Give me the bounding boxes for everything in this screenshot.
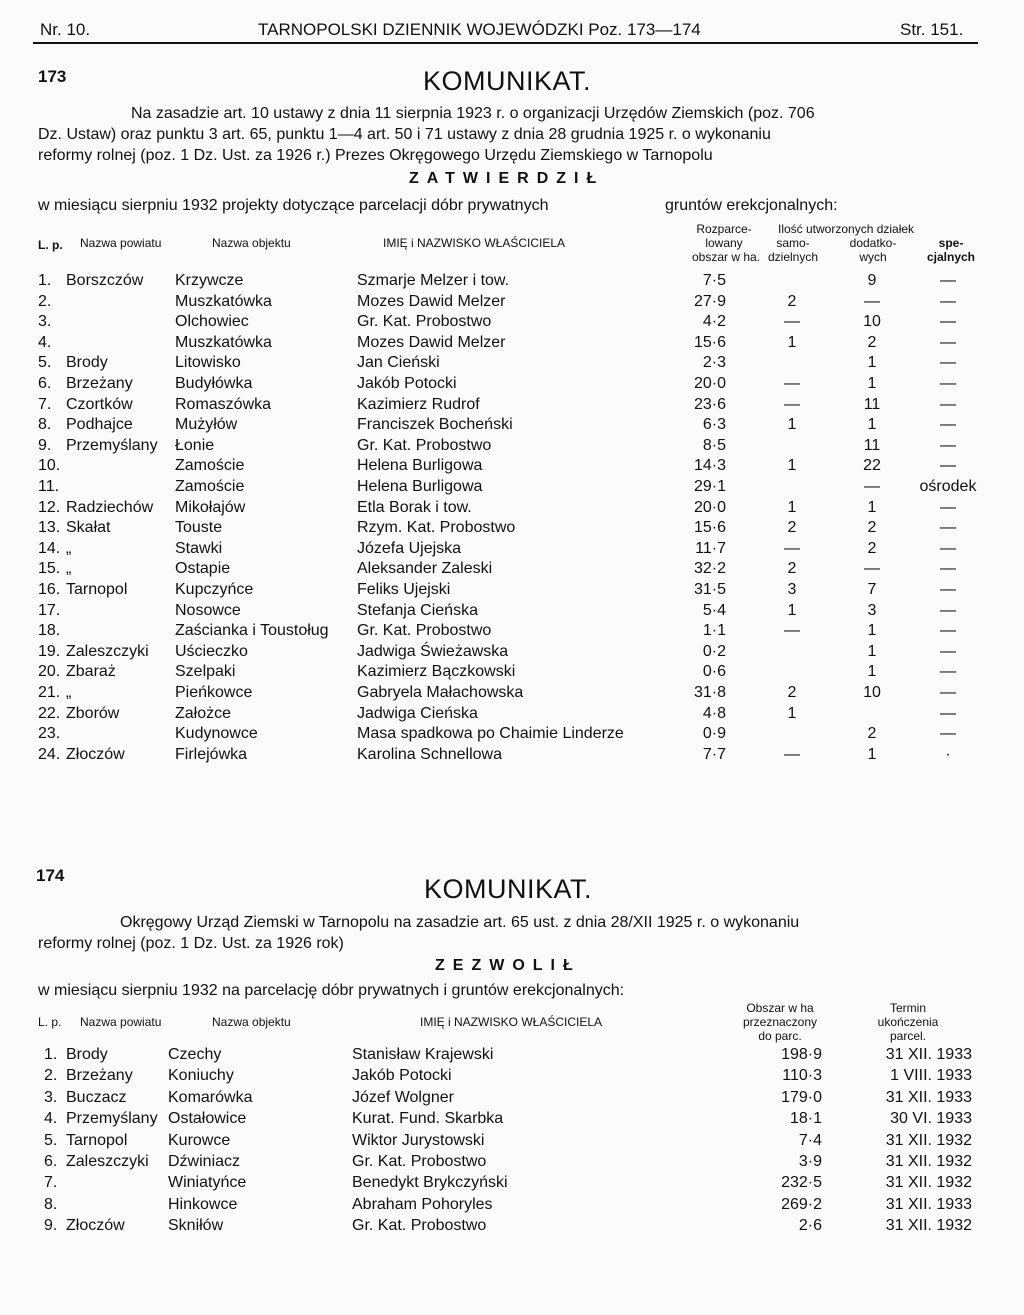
cell-area: 14·3	[693, 457, 726, 475]
table-row	[0, 602, 1024, 624]
cell-samo: 1	[787, 704, 797, 722]
cell-spe: —	[940, 642, 956, 660]
cell-area: 0·6	[702, 663, 726, 681]
cell-owner: Abraham Pohoryles	[352, 1195, 493, 1213]
cell-area: 20·0	[693, 375, 726, 392]
cell-owner: Rzym. Kat. Probostwo	[357, 519, 516, 537]
cell-term: 31 XII. 1933	[885, 1046, 972, 1063]
cell-spe: —	[940, 272, 956, 289]
cell-owner: Jadwiga Świeżawska	[357, 642, 509, 660]
cell-samo: —	[784, 313, 800, 331]
cell-owner: Wiktor Jurystowski	[352, 1131, 485, 1149]
cell-owner: Kurat. Fund. Skarbka	[352, 1110, 504, 1128]
cell-samo: 3	[787, 581, 797, 598]
cell-lp: 9.	[44, 1217, 58, 1235]
cell-dod: 7	[867, 581, 877, 598]
cell-lp: 14.	[38, 539, 61, 557]
cell-dod: 1	[867, 498, 877, 516]
cell-owner: Karolina Schnellowa	[357, 745, 502, 763]
announcement-174-intro: w miesiącu sierpniu 1932 na parcelację dóbr prywatnych i gruntów erekcjonalnych:	[38, 982, 625, 999]
cell-obiekt: Romaszówka	[175, 395, 272, 413]
cell-area: 4·2	[702, 313, 726, 331]
cell-owner: Masa spadkowa po Chaimie Linderze	[357, 725, 624, 743]
cell-powiat: Przemyślany	[66, 1110, 158, 1128]
cell-area: 110·3	[782, 1067, 822, 1085]
cell-dod: 1	[867, 622, 877, 640]
cell-owner: Helena Burligowa	[357, 457, 483, 475]
cell-owner: Benedykt Brykczyński	[352, 1174, 508, 1192]
cell-lp: 23.	[38, 725, 61, 743]
cell-area: 18·1	[789, 1110, 822, 1128]
cell-samo: 2	[787, 560, 797, 578]
table-row	[0, 334, 1024, 356]
cell-area: 1·1	[702, 622, 726, 640]
table-row	[0, 622, 1024, 644]
cell-powiat: Zbaraż	[66, 663, 116, 681]
cell-area: 5·4	[702, 601, 726, 619]
cell-owner: Gr. Kat. Probostwo	[357, 436, 492, 454]
announcement-174-para-line-2: reformy rolnej (poz. 1 Dz. Ust. za 1926 rok)	[38, 935, 344, 952]
cell-dod: 10	[863, 684, 881, 701]
cell-samo: 2	[787, 292, 797, 310]
cell-obiekt: Muszkatówka	[175, 333, 272, 351]
cell-dod: 3	[867, 601, 877, 619]
cell-lp: 4.	[44, 1110, 58, 1128]
table-row	[0, 746, 1024, 768]
header-page-number: Nr. 10.	[40, 20, 91, 39]
cell-spe: —	[940, 354, 956, 372]
cell-owner: Gr. Kat. Probostwo	[357, 622, 492, 640]
cell-powiat: Zborów	[66, 704, 120, 722]
cell-lp: 19.	[38, 642, 61, 660]
cell-spe: —	[940, 395, 956, 413]
cell-lp: 6.	[44, 1153, 58, 1170]
cell-lp: 3.	[38, 313, 52, 331]
cell-powiat: Podhajce	[66, 416, 133, 434]
cell-lp: 15.	[38, 560, 61, 578]
table-row	[0, 519, 1024, 541]
cell-term: 31 XII. 1932	[885, 1174, 972, 1192]
cell-lp: 12.	[38, 498, 61, 516]
table-row	[0, 354, 1024, 376]
table-row	[0, 725, 1024, 747]
announcement-174-para-line-1: Okręgowy Urząd Ziemski w Tarnopolu na zasadzie art. 65 ust. z dnia 28/XII 1925 r. o wykonaniu	[120, 914, 800, 931]
table-row	[0, 684, 1024, 706]
cell-area: 32·2	[693, 560, 726, 578]
cell-area: 179·0	[781, 1088, 822, 1106]
cell-dod: 2	[867, 333, 877, 351]
cell-obiekt: Olchowiec	[175, 313, 249, 331]
cell-obiekt: Dźwiniacz	[168, 1153, 241, 1170]
table-row	[0, 1132, 1024, 1154]
cell-obiekt: Komarówka	[168, 1088, 253, 1106]
col-dodatkowych: dodatko- wych	[849, 236, 897, 264]
cell-area: 198·9	[781, 1046, 822, 1063]
announcement-173-para-line-3: reformy rolnej (poz. 1 Dz. Ust. za 1926 r.) Prezes Okręgowego Urzędu Ziemskiego w Tarnopolu	[38, 147, 713, 164]
cell-powiat: Tarnopol	[66, 1131, 128, 1149]
cell-spe: —	[940, 416, 956, 434]
table-row	[0, 581, 1024, 603]
table-row	[0, 663, 1024, 685]
cell-dod: 2	[867, 519, 877, 537]
cell-term: 1 VIII. 1933	[890, 1067, 972, 1085]
col-powiat: Nazwa powiatu	[80, 1015, 162, 1029]
announcement-173-intro-end: gruntów erekcjonalnych:	[665, 197, 838, 214]
cell-powiat: Przemyślany	[66, 436, 158, 454]
cell-dod: 1	[867, 642, 877, 660]
cell-powiat: Złoczów	[66, 745, 125, 763]
cell-lp: 2.	[44, 1067, 58, 1085]
cell-obiekt: Koniuchy	[168, 1067, 234, 1085]
cell-area: 0·2	[702, 642, 726, 660]
cell-area: 0·9	[702, 725, 726, 743]
table-row	[0, 375, 1024, 397]
cell-area: 31·5	[693, 581, 726, 598]
table-row	[0, 643, 1024, 665]
cell-dod: 22	[863, 457, 881, 475]
cell-powiat: Borszczów	[66, 272, 144, 289]
header-journal-title: TARNOPOLSKI DZIENNIK WOJEWÓDZKI Poz. 173—174	[258, 20, 701, 39]
cell-dod: —	[864, 478, 880, 495]
cell-spe: —	[940, 333, 956, 351]
cell-samo: —	[784, 539, 800, 557]
cell-owner: Kazimierz Bączkowski	[357, 663, 516, 681]
cell-lp: 13.	[38, 519, 61, 537]
cell-area: 15·6	[693, 333, 726, 351]
cell-obiekt: Kupczyńce	[175, 581, 254, 598]
table-row	[0, 1067, 1024, 1089]
cell-spe: ·	[945, 745, 951, 763]
cell-dod: 1	[867, 416, 877, 434]
col-obszar: Obszar w ha przeznaczony do parc.	[742, 1001, 818, 1043]
cell-area: 6·3	[702, 416, 726, 434]
cell-obiekt: Touste	[175, 519, 223, 537]
cell-lp: 9.	[38, 436, 52, 454]
cell-spe: ośrodek	[919, 478, 977, 495]
cell-dod: —	[864, 560, 880, 578]
announcement-173-verb: ZATWIERDZIŁ	[409, 170, 605, 187]
cell-spe: —	[940, 313, 956, 331]
cell-area: 2·6	[798, 1217, 822, 1235]
cell-spe: —	[940, 436, 956, 454]
cell-powiat: Czortków	[66, 395, 133, 413]
cell-spe: —	[940, 498, 956, 516]
cell-obiekt: Krzywcze	[175, 272, 244, 289]
cell-powiat: „	[66, 539, 72, 557]
cell-powiat: Złoczów	[66, 1217, 125, 1235]
col-obiekt: Nazwa objektu	[212, 236, 291, 250]
cell-samo: 1	[787, 601, 797, 619]
cell-dod: 1	[867, 354, 877, 372]
cell-dod: 11	[863, 436, 881, 454]
cell-dod: 9	[867, 272, 877, 289]
cell-spe: —	[940, 457, 956, 475]
col-wlasciciel: IMIĘ i NAZWISKO WŁAŚCICIELA	[383, 236, 566, 250]
cell-owner: Kazimierz Rudrof	[357, 395, 480, 413]
cell-samo: 1	[787, 498, 797, 516]
cell-obiekt: Łonie	[175, 436, 215, 454]
cell-powiat: Brzeżany	[66, 1067, 133, 1085]
announcement-173-intro: w miesiącu sierpniu 1932 projekty dotyczące parcelacji dóbr prywatnych	[38, 197, 549, 214]
cell-area: 23·6	[693, 395, 726, 413]
table-row	[0, 272, 1024, 294]
cell-owner: Etla Borak i tow.	[357, 498, 472, 516]
cell-owner: Gr. Kat. Probostwo	[352, 1153, 487, 1170]
cell-obiekt: Kudynowce	[175, 725, 258, 743]
cell-obiekt: Stawki	[175, 539, 223, 557]
cell-area: 232·5	[781, 1174, 822, 1192]
cell-spe: —	[940, 560, 956, 578]
cell-lp: 8.	[38, 416, 52, 434]
cell-spe: —	[940, 684, 956, 701]
cell-area: 31·8	[693, 684, 726, 701]
header-rule	[33, 42, 978, 44]
cell-obiekt: Budyłówka	[175, 375, 253, 392]
cell-area: 27·9	[693, 292, 726, 310]
cell-area: 7·4	[798, 1131, 822, 1149]
header-page: Str. 151.	[900, 20, 964, 39]
cell-owner: Mozes Dawid Melzer	[357, 292, 506, 310]
cell-obiekt: Nosowce	[175, 601, 241, 619]
cell-dod: 2	[867, 725, 877, 743]
announcement-174-number: 174	[36, 866, 65, 885]
cell-obiekt: Zamoście	[175, 478, 245, 495]
table-row	[0, 560, 1024, 582]
cell-lp: 11.	[38, 478, 60, 495]
cell-lp: 5.	[44, 1131, 58, 1149]
table-row	[0, 499, 1024, 521]
cell-term: 31 XII. 1932	[885, 1217, 972, 1235]
cell-owner: Mozes Dawid Melzer	[357, 333, 506, 351]
cell-dod: 11	[863, 395, 881, 413]
cell-lp: 6.	[38, 375, 52, 392]
cell-term: 30 VI. 1933	[890, 1110, 972, 1128]
cell-spe: —	[940, 601, 956, 619]
cell-term: 31 XII. 1933	[885, 1195, 972, 1213]
cell-dod: 1	[867, 663, 877, 681]
cell-powiat: Brzeżany	[66, 375, 133, 392]
cell-obiekt: Uścieczko	[175, 642, 248, 660]
cell-area: 15·6	[693, 519, 726, 537]
cell-spe: —	[940, 725, 956, 743]
announcement-174-title: KOMUNIKAT.	[424, 874, 593, 904]
cell-lp: 22.	[38, 704, 61, 722]
cell-lp: 1.	[44, 1046, 58, 1063]
cell-lp: 3.	[44, 1088, 58, 1106]
cell-powiat: Zaleszczyki	[66, 1153, 149, 1170]
cell-powiat: Radziechów	[66, 498, 154, 516]
cell-area: 11·7	[695, 539, 726, 557]
cell-obiekt: Mużyłów	[175, 416, 238, 434]
cell-obiekt: Pieńkowce	[175, 684, 253, 701]
announcement-173-para-line-2: Dz. Ustaw) oraz punktu 3 art. 65, punktu 1—4 art. 50 i 71 ustawy z dnia 28 grudnia 1925 r. o wykonaniu	[38, 126, 771, 143]
cell-lp: 10.	[38, 457, 61, 475]
announcement-174-verb: ZEZWOLIŁ	[435, 957, 581, 974]
cell-dod: 10	[863, 313, 881, 331]
cell-dod: 1	[867, 375, 877, 392]
cell-obiekt: Mikołajów	[175, 498, 246, 516]
cell-owner: Stanisław Krajewski	[352, 1046, 494, 1063]
col-powiat: Nazwa powiatu	[80, 236, 162, 250]
cell-lp: 18.	[38, 622, 61, 640]
cell-samo: —	[784, 745, 800, 763]
table-row	[0, 396, 1024, 418]
cell-area: 2·3	[702, 354, 726, 372]
cell-owner: Gr. Kat. Probostwo	[352, 1217, 487, 1235]
cell-owner: Gr. Kat. Probostwo	[357, 313, 492, 331]
col-specjalnych: spe- cjalnych	[926, 236, 976, 264]
table-row	[0, 705, 1024, 727]
cell-lp: 24.	[38, 745, 61, 763]
cell-powiat: Skałat	[66, 519, 111, 537]
cell-spe: —	[940, 539, 956, 557]
announcement-173-para-line-1: Na zasadzie art. 10 ustawy z dnia 11 sierpnia 1923 r. o organizacji Urzędów Ziemskich (poz. 706	[131, 105, 815, 122]
table-row	[0, 1217, 1024, 1239]
cell-area: 4·8	[702, 704, 726, 722]
cell-lp: 21.	[38, 684, 61, 701]
table-row	[0, 1110, 1024, 1132]
cell-samo: 1	[787, 333, 797, 351]
cell-obiekt: Skniłów	[168, 1217, 224, 1235]
cell-owner: Jan Cieński	[357, 354, 440, 372]
col-samodzielnych: samo- dzielnych	[767, 236, 819, 264]
table-row	[0, 1196, 1024, 1218]
cell-owner: Jadwiga Cieńska	[357, 704, 478, 722]
cell-obiekt: Zamoście	[175, 457, 245, 475]
table-row	[0, 1153, 1024, 1175]
table-row	[0, 313, 1024, 335]
cell-area: 20·0	[693, 498, 726, 516]
cell-owner: Feliks Ujejski	[357, 581, 451, 598]
table-row	[0, 1174, 1024, 1196]
cell-term: 31 XII. 1932	[885, 1131, 972, 1149]
cell-lp: 8.	[44, 1195, 58, 1213]
cell-dod: 1	[867, 745, 877, 763]
cell-samo: 2	[787, 684, 797, 701]
table-row	[0, 1089, 1024, 1111]
cell-obiekt: Litowisko	[175, 354, 241, 372]
cell-owner: Józefa Ujejska	[357, 539, 462, 557]
cell-obiekt: Ostałowice	[168, 1110, 247, 1128]
cell-lp: 5.	[38, 354, 52, 372]
cell-owner: Helena Burligowa	[357, 478, 483, 495]
cell-owner: Jakób Potocki	[357, 375, 457, 392]
col-lp: L. p.	[38, 1015, 62, 1029]
cell-area: 8·5	[702, 436, 726, 454]
cell-powiat: Tarnopol	[66, 581, 128, 598]
cell-area: 7·7	[702, 745, 726, 763]
table-row	[0, 1046, 1024, 1068]
cell-owner: Józef Wolgner	[352, 1088, 454, 1106]
col-lp: L. p.	[38, 238, 63, 252]
cell-obiekt: Kurowce	[168, 1131, 231, 1149]
cell-samo: 1	[787, 416, 797, 434]
cell-spe: —	[940, 704, 956, 722]
cell-samo: 2	[787, 519, 797, 537]
cell-owner: Stefanja Cieńska	[357, 601, 478, 619]
cell-dod: —	[864, 292, 880, 310]
cell-lp: 1.	[38, 272, 52, 289]
cell-powiat: Brody	[66, 1046, 108, 1063]
cell-powiat: Zaleszczyki	[66, 642, 149, 660]
cell-lp: 4.	[38, 333, 52, 351]
cell-owner: Aleksander Zaleski	[357, 560, 493, 578]
cell-obiekt: Czechy	[168, 1046, 222, 1063]
announcement-173-title: KOMUNIKAT.	[423, 66, 592, 96]
cell-samo: —	[784, 375, 800, 392]
col-termin: Termin ukończenia parcel.	[877, 1001, 939, 1043]
cell-area: 3·9	[798, 1153, 822, 1170]
cell-obiekt: Założce	[175, 704, 232, 722]
cell-obiekt: Szelpaki	[175, 663, 236, 681]
announcement-173-number: 173	[38, 67, 67, 86]
cell-term: 31 XII. 1932	[885, 1153, 972, 1170]
cell-lp: 7.	[44, 1174, 58, 1192]
table-row	[0, 437, 1024, 459]
cell-samo: —	[784, 622, 800, 640]
cell-obiekt: Ostapie	[175, 560, 231, 578]
cell-area: 29·1	[693, 478, 726, 495]
cell-samo: 1	[787, 457, 797, 475]
col-rozparcelowany: Rozparce- lowany obszar w ha.	[692, 222, 761, 264]
cell-spe: —	[940, 519, 956, 537]
table-row	[0, 478, 1024, 500]
cell-spe: —	[940, 663, 956, 681]
cell-owner: Gabryela Małachowska	[357, 684, 524, 701]
cell-dod: 2	[867, 539, 877, 557]
cell-obiekt: Firlejówka	[175, 745, 248, 763]
cell-spe: —	[940, 292, 956, 310]
cell-term: 31 XII. 1933	[885, 1088, 972, 1106]
col-ilosc-dzialek: Ilość utworzonych działek	[778, 222, 915, 236]
cell-samo: —	[784, 395, 800, 413]
cell-area: 7·5	[702, 272, 726, 289]
cell-lp: 16.	[38, 581, 61, 598]
cell-obiekt: Hinkowce	[168, 1195, 238, 1213]
table-row	[0, 293, 1024, 315]
cell-owner: Franciszek Bocheński	[357, 416, 513, 434]
table-row	[0, 540, 1024, 562]
cell-powiat: „	[66, 684, 72, 701]
cell-spe: —	[940, 622, 956, 640]
cell-lp: 2.	[38, 292, 52, 310]
cell-area: 269·2	[781, 1195, 822, 1213]
cell-lp: 20.	[38, 663, 61, 681]
cell-obiekt: Winiatyńce	[168, 1174, 247, 1192]
cell-spe: —	[940, 581, 956, 598]
cell-obiekt: Muszkatówka	[175, 292, 272, 310]
cell-powiat: „	[66, 560, 72, 578]
col-wlasciciel: IMIĘ i NAZWISKO WŁAŚCICIELA	[420, 1015, 603, 1029]
cell-obiekt: Zaścianka i Toustoług	[175, 622, 329, 640]
cell-owner: Szmarje Melzer i tow.	[357, 272, 510, 289]
table-row	[0, 457, 1024, 479]
cell-owner: Jakób Potocki	[352, 1067, 452, 1085]
cell-powiat: Buczacz	[66, 1088, 127, 1106]
cell-lp: 7.	[38, 395, 52, 413]
table-row	[0, 416, 1024, 438]
cell-spe: —	[940, 375, 956, 392]
cell-lp: 17.	[38, 601, 61, 619]
col-obiekt: Nazwa objektu	[212, 1015, 291, 1029]
cell-powiat: Brody	[66, 354, 108, 372]
